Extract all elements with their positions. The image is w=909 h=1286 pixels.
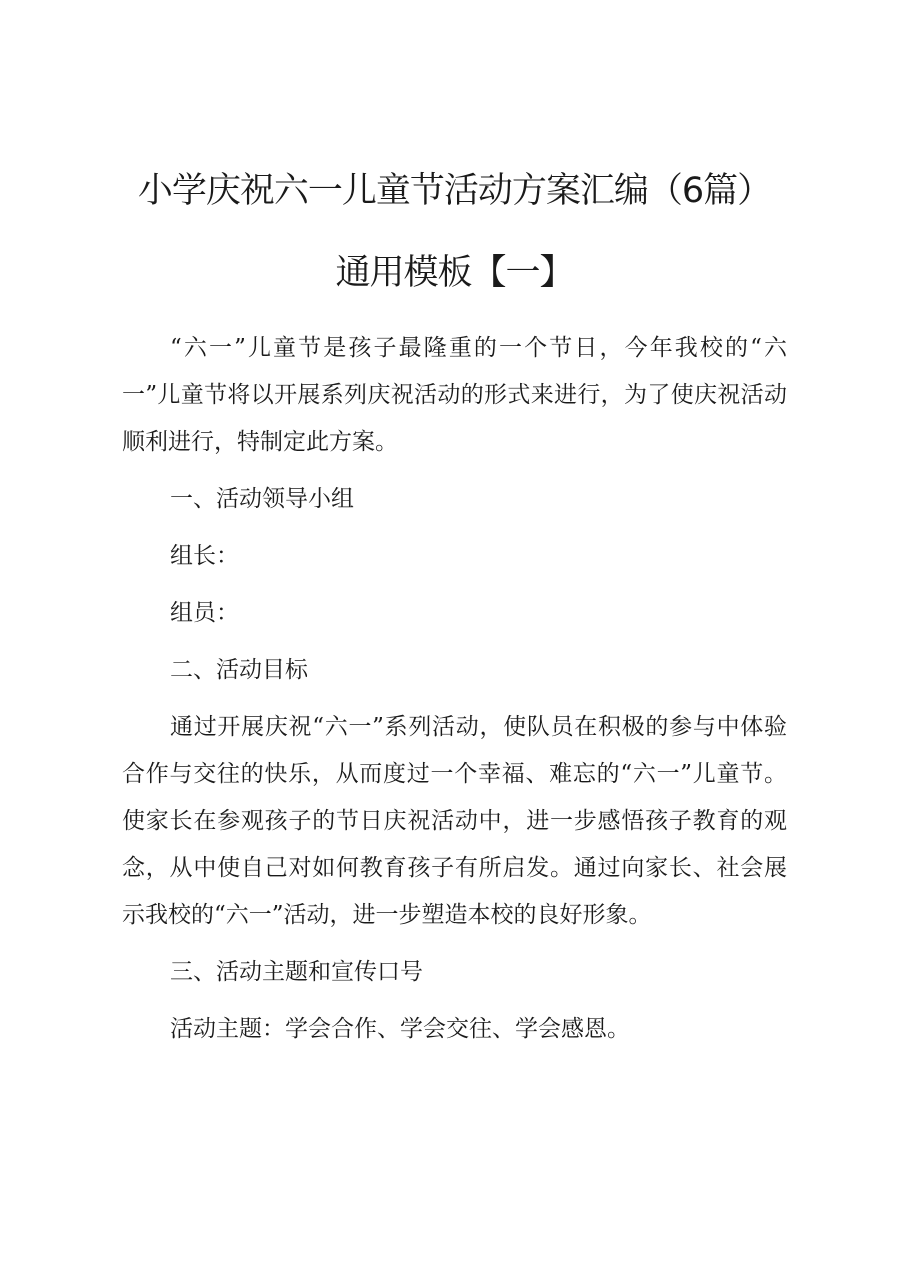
document-title: 小学庆祝六一儿童节活动方案汇编（6篇） (137, 171, 772, 211)
document-body (122, 325, 787, 1063)
members-line: 组员： (170, 600, 239, 626)
intro-paragraph: “六一”儿童节是孩子最隆重的一个节日，今年我校的“六一”儿童节将以开展系列庆祝活动的形式来进行，为了使庆祝活动顺利进行，特制定此方案。 (122, 335, 787, 455)
leader-line: 组长： (170, 543, 239, 569)
theme-line: 活动主题：学会合作、学会交往、学会感恩。 (170, 1016, 630, 1042)
section-heading-theme: 三、活动主题和宣传口号 (170, 959, 423, 985)
section-heading-leadership: 一、活动领导小组 (170, 486, 354, 512)
goals-paragraph: 通过开展庆祝“六一”系列活动，使队员在积极的参与中体验合作与交往的快乐，从而度过一个幸福、难忘的“六一”儿童节。使家长在参观孩子的节日庆祝活动中，进一步感悟孩子教育的观念，从中使自己对如何教育孩子有所启发。通过向家长、社会展示我校的“六一”活动，进一步塑造本校的良好形象。 (122, 714, 787, 928)
document-subtitle: 通用模板【一】 (335, 253, 574, 293)
section-heading-goals: 二、活动目标 (170, 657, 308, 683)
